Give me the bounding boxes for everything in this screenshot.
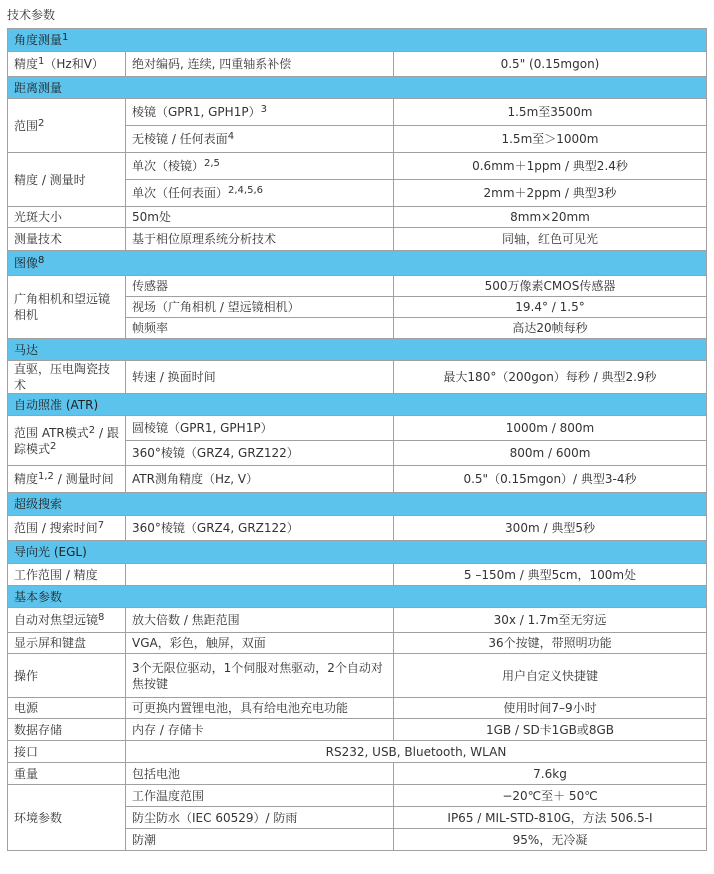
row-desc: 传感器	[126, 276, 394, 297]
row-desc: 防潮	[126, 829, 394, 851]
section-title: 自动照准 (ATR)	[8, 394, 707, 416]
row-value: 30x / 1.7m至无穷远	[394, 608, 707, 633]
table-row	[8, 207, 707, 228]
table-row	[8, 698, 707, 719]
section-atr	[8, 394, 707, 416]
row-value: 95%，无冷凝	[394, 829, 707, 851]
row-label: 环境参数	[8, 785, 126, 851]
row-value: 最大180°（200gon）每秒 / 典型2.9秒	[394, 361, 707, 394]
table-row	[8, 564, 707, 586]
row-label: 接口	[8, 741, 126, 763]
row-label: 光斑大小	[8, 207, 126, 228]
section-title: 马达	[8, 339, 707, 361]
row-value: 用户自定义快捷键	[394, 654, 707, 698]
table-row	[8, 741, 707, 763]
row-desc: 3个无限位驱动，1个伺服对焦驱动，2个自动对焦按键	[126, 654, 394, 698]
table-row	[8, 719, 707, 741]
row-desc: 包括电池	[126, 763, 394, 785]
row-desc: 无棱镜 / 任何表面	[132, 132, 228, 146]
row-desc: 圆棱镜（GPR1, GPH1P）	[126, 416, 394, 441]
row-value: 8mm×20mm	[394, 207, 707, 228]
footnote: 1	[62, 32, 69, 43]
row-desc: 转速 / 换面时间	[126, 361, 394, 394]
row-value: 0.6mm＋1ppm / 典型2.4秒	[394, 153, 707, 180]
section-basic	[8, 586, 707, 608]
table-row	[8, 608, 707, 633]
row-value: RS232, USB, Bluetooth, WLAN	[126, 741, 707, 763]
row-value: 0.5" (0.15mgon)	[394, 52, 707, 77]
section-title: 图像	[14, 256, 39, 270]
section-search	[8, 493, 707, 516]
row-label: 精度 / 测量时	[8, 153, 126, 207]
table-row	[8, 361, 707, 394]
row-value: 5 –150m / 典型5cm，100m处	[394, 564, 707, 586]
row-label: 显示屏和键盘	[8, 633, 126, 654]
row-label: 精度	[14, 472, 39, 486]
spec-table	[7, 28, 707, 851]
section-title: 距离测量	[8, 77, 707, 99]
row-label-b: / 测量时间	[53, 472, 114, 486]
row-value: 使用时间7–9小时	[394, 698, 707, 719]
footnote: 1,2	[38, 471, 54, 482]
row-value: 300m / 典型5秒	[394, 516, 707, 541]
spec-caption: 技术参数	[7, 8, 56, 22]
row-value: 同轴，红色可见光	[394, 228, 707, 251]
row-desc: 棱镜（GPR1, GPH1P）	[132, 105, 261, 119]
table-row	[8, 763, 707, 785]
table-row	[8, 276, 707, 297]
table-row	[8, 654, 707, 698]
row-value: 0.5"（0.15mgon）/ 典型3-4秒	[394, 466, 707, 493]
row-label: 重量	[8, 763, 126, 785]
row-label: 数据存储	[8, 719, 126, 741]
row-desc: 360°棱镜（GRZ4, GRZ122）	[126, 441, 394, 466]
footnote: 2	[50, 440, 57, 452]
table-row	[8, 466, 707, 493]
footnote: 2	[88, 424, 96, 436]
table-row	[8, 99, 707, 126]
row-label: 范围 / 搜索时间	[14, 521, 98, 535]
footnote: 4	[227, 131, 235, 142]
section-title: 角度测量	[14, 33, 63, 47]
section-image	[8, 251, 707, 276]
row-desc: 放大倍数 / 焦距范围	[126, 608, 394, 633]
table-row	[8, 516, 707, 541]
row-desc: VGA，彩色，触屏，双面	[126, 633, 394, 654]
row-value: 7.6kg	[394, 763, 707, 785]
section-distance	[8, 77, 707, 99]
section-egl	[8, 541, 707, 564]
row-value: 1.5m至＞1000m	[394, 126, 707, 153]
row-desc: 单次（任何表面）	[132, 186, 229, 200]
row-label: 范围	[14, 118, 39, 133]
section-angle	[8, 29, 707, 52]
footnote: 8	[38, 255, 45, 266]
row-desc: 可更换内置锂电池，具有给电池充电功能	[126, 698, 394, 719]
row-value: IP65 / MIL-STD-810G，方法 506.5-I	[394, 807, 707, 829]
row-value: 500万像素CMOS传感器	[394, 276, 707, 297]
footnote: 2	[38, 117, 45, 129]
row-label: 范围 ATR模式	[14, 425, 89, 440]
section-title: 超级搜索	[8, 493, 707, 516]
row-value: 800m / 600m	[394, 441, 707, 466]
footnote: 8	[98, 612, 105, 623]
table-row	[8, 52, 707, 77]
section-title: 基本参数	[8, 586, 707, 608]
footnote: 2,5	[204, 158, 220, 169]
footnote: 1	[38, 56, 45, 67]
row-desc: 视场（广角相机 / 望远镜相机）	[126, 297, 394, 318]
table-row	[8, 633, 707, 654]
table-row	[8, 416, 707, 441]
row-label-b: / 跟踪模式	[14, 425, 119, 456]
row-value: 高达20帧每秒	[394, 318, 707, 339]
section-title: 导向光 (EGL)	[8, 541, 707, 564]
row-label: 工作范围 / 精度	[8, 564, 126, 586]
row-value: 36个按键，带照明功能	[394, 633, 707, 654]
row-value: 2mm＋2ppm / 典型3秒	[394, 180, 707, 207]
row-value: 1.5m至3500m	[394, 99, 707, 126]
table-row	[8, 785, 707, 807]
row-label: 电源	[8, 698, 126, 719]
row-value: 1GB / SD卡1GB或8GB	[394, 719, 707, 741]
row-desc: 帧频率	[126, 318, 394, 339]
row-label: 测量技术	[8, 228, 126, 251]
row-label: 精度	[14, 57, 39, 71]
row-desc: ATR测角精度（Hz, V）	[126, 466, 394, 493]
row-desc: 绝对编码, 连续, 四重轴系补偿	[126, 52, 394, 77]
row-desc: 防尘防水（IEC 60529）/ 防雨	[126, 807, 394, 829]
footnote: 3	[260, 104, 267, 115]
row-value: 19.4° / 1.5°	[394, 297, 707, 318]
row-label: 广角相机和望远镜相机	[8, 276, 126, 339]
row-value: −20℃至＋ 50℃	[394, 785, 707, 807]
section-motor	[8, 339, 707, 361]
row-value: 1000m / 800m	[394, 416, 707, 441]
row-desc: 单次（棱镜）	[132, 159, 205, 173]
row-desc: 基于相位原理系统分析技术	[126, 228, 394, 251]
row-label: 直驱，压电陶瓷技术	[8, 361, 126, 394]
row-label-suffix: （Hz和V）	[44, 57, 104, 71]
footnote: 2,4,5,6	[228, 185, 264, 196]
row-desc: 内存 / 存储卡	[126, 719, 394, 741]
row-desc: 50m处	[126, 207, 394, 228]
row-label: 自动对焦望远镜	[14, 613, 99, 627]
row-desc: 360°棱镜（GRZ4, GRZ122）	[126, 516, 394, 541]
footnote: 7	[97, 520, 105, 531]
table-row	[8, 228, 707, 251]
row-desc: 工作温度范围	[126, 785, 394, 807]
row-label: 操作	[8, 654, 126, 698]
table-row	[8, 153, 707, 180]
